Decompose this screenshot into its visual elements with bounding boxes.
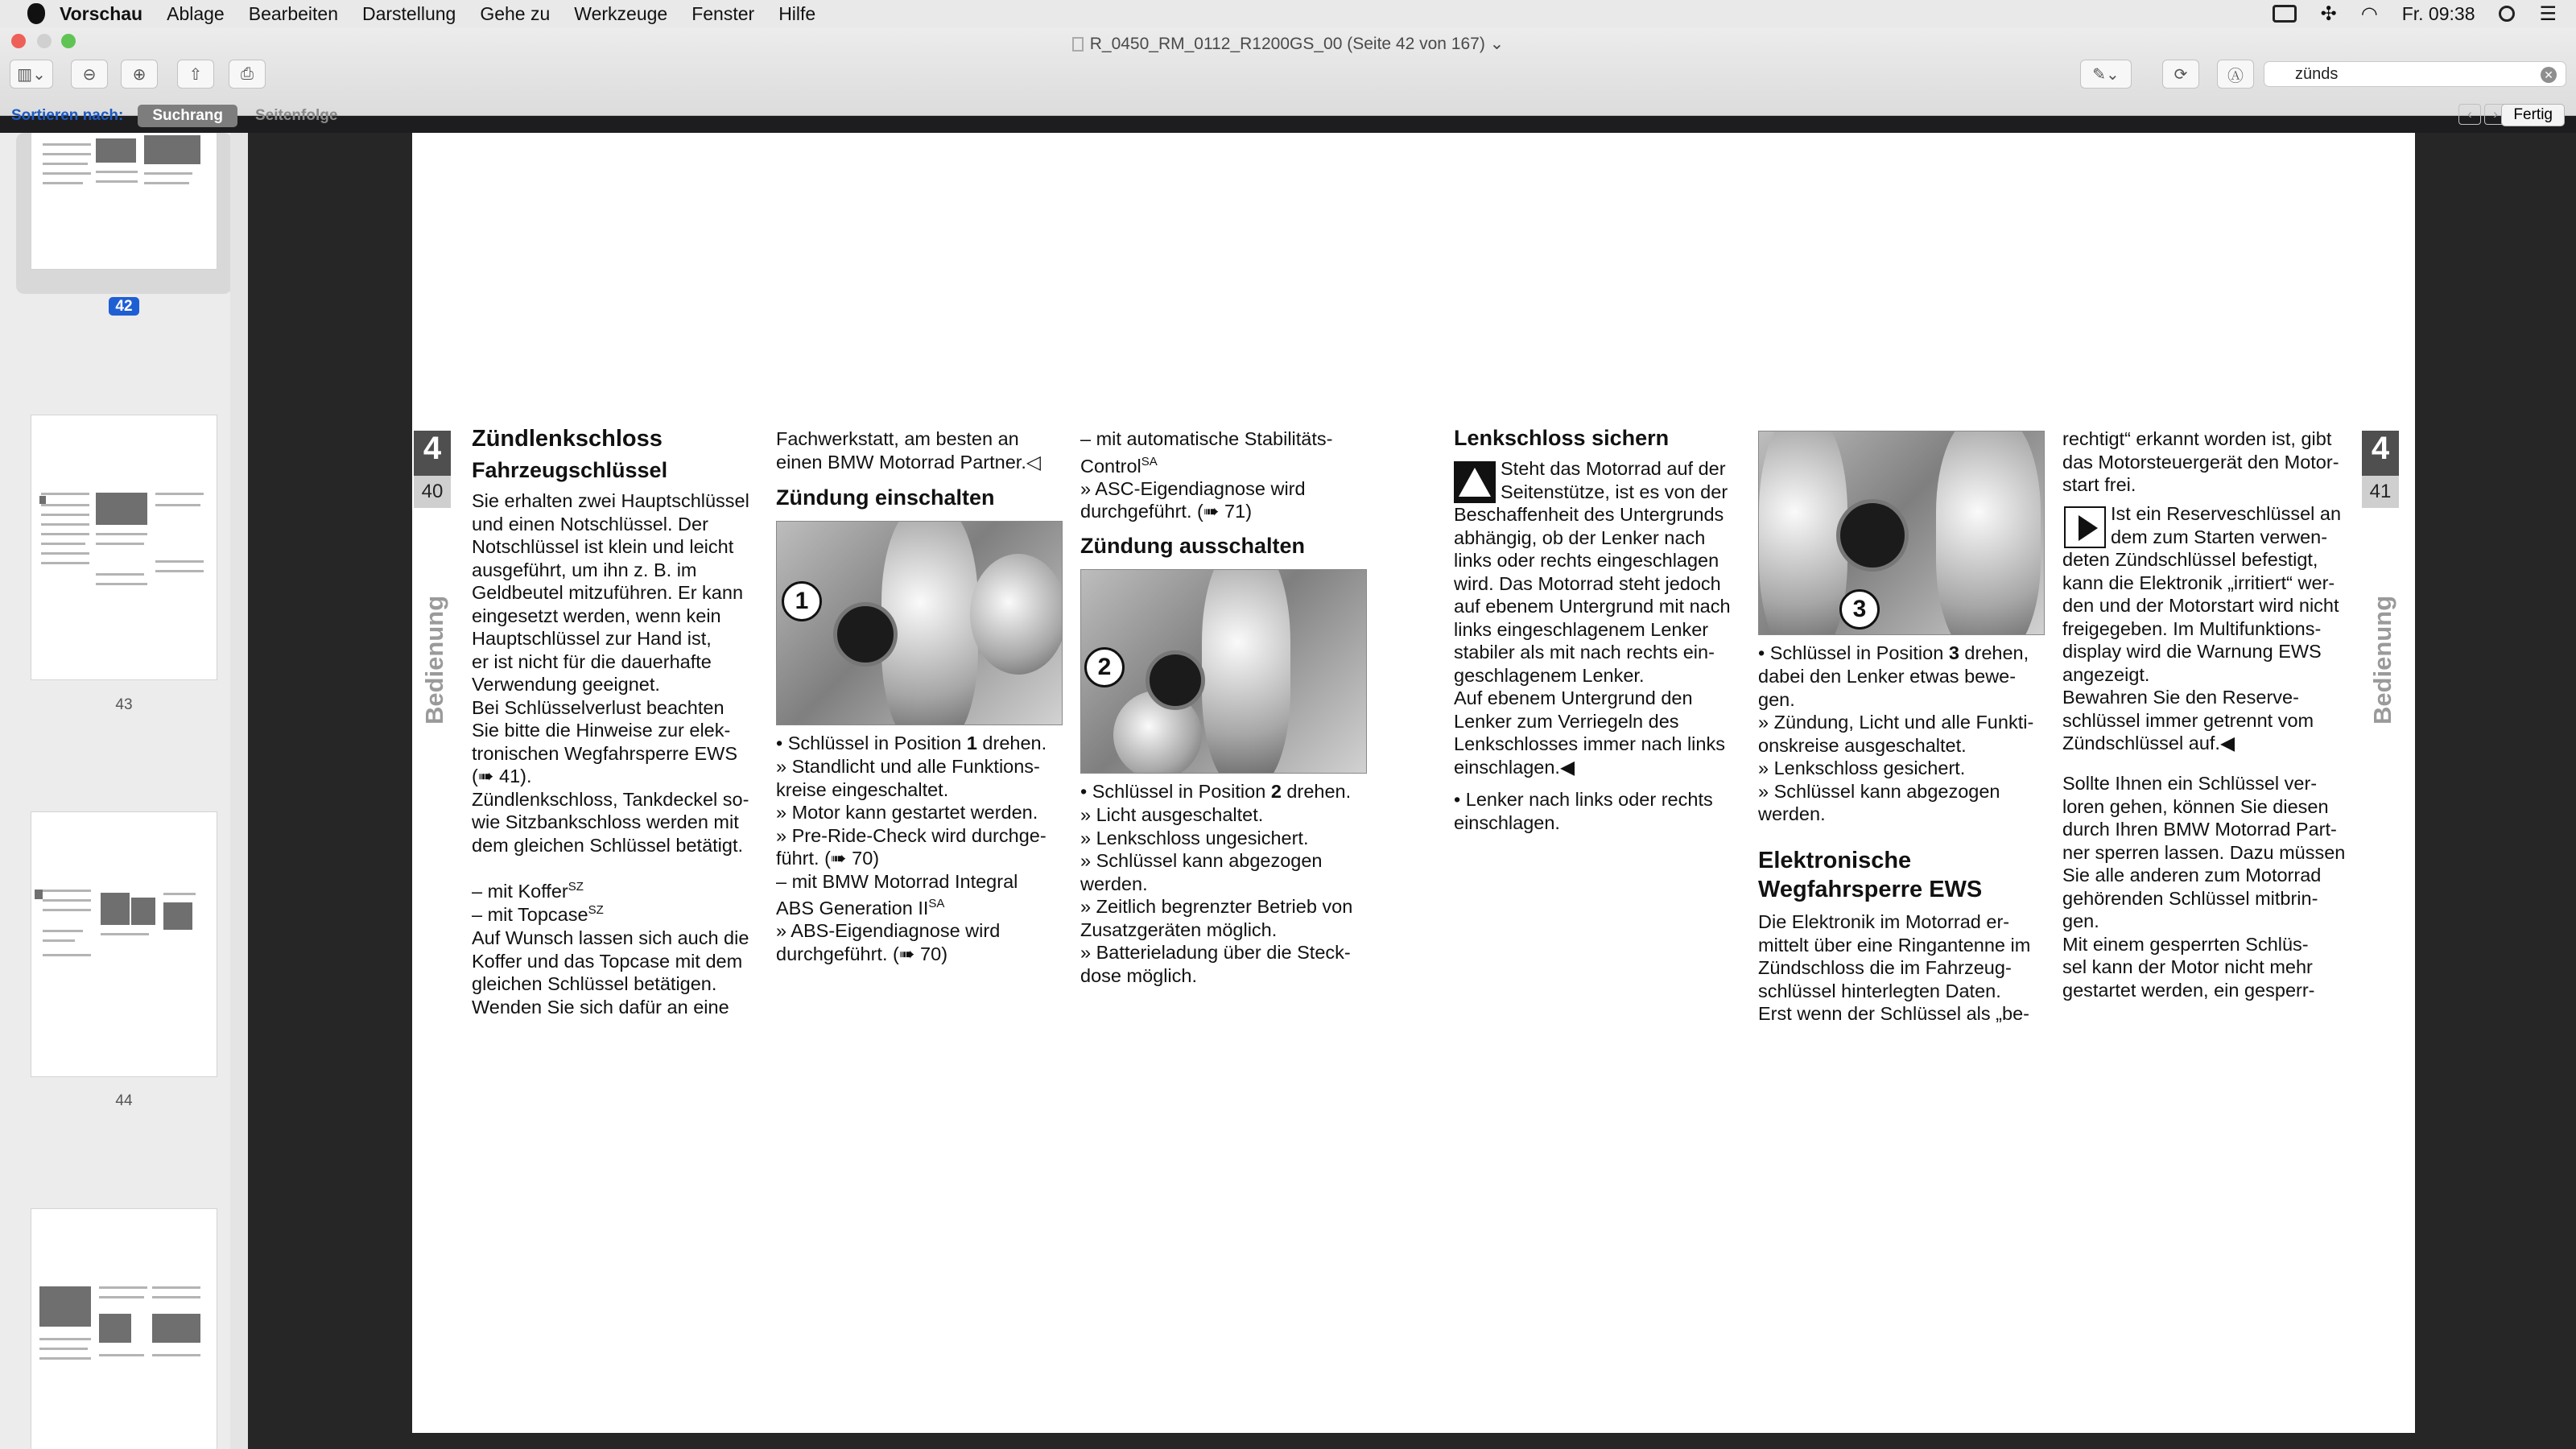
heading-fahrzeugschluessel: Fahrzeugschlüssel [472, 458, 668, 482]
search-input[interactable] [2264, 61, 2566, 87]
c5-step: • Schlüssel in Position 3 drehen, [1758, 642, 2029, 663]
sort-by-rank-button[interactable]: Suchrang [138, 105, 237, 127]
wifi-icon[interactable]: ◠ [2360, 2, 2378, 25]
pdf-document-icon [1072, 37, 1084, 52]
heading-zuendung-einschalten: Zündung einschalten [776, 485, 995, 510]
airplay-icon[interactable] [2273, 5, 2297, 23]
page-number-44: 44 [115, 1092, 133, 1109]
c6-intro: rechtigt“ erkannt worden ist, gibt das Motorsteuergerät den Motor- start frei. [2062, 428, 2339, 495]
note-icon [2064, 506, 2106, 548]
c2-intro: Fachwerkstatt, am besten an einen BMW Motorrad Partner.◁ [776, 428, 1041, 473]
c1-paragraph-2: Auf Wunsch lassen sich auch die Koffer und das Topcase mit dem gleichen Schlüssel betätigen. Wenden Sie sich dafür an eine [472, 927, 749, 1018]
annotate-button[interactable]: Ⓐ [2217, 60, 2254, 89]
page-thumbnail-44[interactable] [31, 811, 217, 1077]
sort-bar [0, 100, 2576, 132]
share-button[interactable]: ⇧ [177, 60, 214, 89]
callout-3: 3 [1839, 589, 1880, 630]
photo-ignition-position-3 [1758, 431, 2045, 635]
sort-label: Sortieren nach: [11, 107, 124, 124]
c3-step: • Schlüssel in Position 2 drehen. [1080, 781, 1352, 802]
sort-by-page-button[interactable]: Seitenfolge [255, 107, 338, 124]
markup-pen-button[interactable]: ✎⌄ [2080, 60, 2132, 89]
callout-2: 2 [1084, 647, 1125, 687]
c1-paragraph: Sie erhalten zwei Hauptschlüssel und einen Notschlüssel. Der Notschlüssel ist klein und leicht ausgeführt, um ihn z. B. im Geldbeutel mitzuführen. Er kann eingesetzt werden, wenn kein Hauptschlüssel zur Hand ist, er ist nicht für die dauerhafte Verwendung geeignet. Bei Schlüsselverlust beachten Sie bitte die Hinweise zur elek- tronischen Wegfahrsperre EWS (➠ 41). Zündlenkschloss, Tankdeckel so- wie Sitzbankschloss werden mit dem gleichen Schlüssel betätigt. [472, 490, 749, 856]
menu-bar [0, 0, 2576, 27]
c4-warning-body: Beschaffenheit des Untergrunds abhängig, ob der Lenker nach links oder rechts eingeschlagen wird. Das Motorrad steht jedoch auf ebenem Untergrund mit nach links eingeschlagenem Lenker stabiler als mit nach rechts ein- geschlagenem Lenker. Auf ebenem Untergrund den Lenker zum Verriegeln des Lenkschlosses immer nach links einschlagen.◀ [1454, 504, 1731, 778]
spotlight-icon[interactable] [2499, 6, 2515, 22]
next-result-button[interactable]: › [2484, 104, 2507, 125]
sidebar-scrollbar[interactable] [230, 133, 248, 1449]
c4-warning-first: Steht das Motorrad auf der Seitenstütze, ist es von der [1501, 458, 1728, 502]
chapter-tab-right: 4 [2362, 431, 2399, 476]
warning-icon [1454, 461, 1496, 503]
clear-search-icon[interactable]: ✕ [2541, 67, 2557, 83]
page-thumbnail-45[interactable] [31, 1208, 217, 1449]
chapter-tab-left: 4 [414, 431, 451, 476]
window-title: R_0450_RM_0112_R1200GS_00 (Seite 42 von 167) ⌄ [0, 34, 2576, 54]
page-number-right: 41 [2362, 476, 2399, 508]
menu-app-name[interactable]: Vorschau [60, 2, 143, 24]
previous-result-button[interactable]: ‹ [2458, 104, 2481, 125]
option-topcase: – mit Topcase$^{SZ}$ [472, 903, 604, 925]
print-button[interactable]: ⎙ [229, 60, 266, 89]
page-thumbnail-43[interactable] [31, 415, 217, 680]
menu-fenster[interactable]: Fenster [691, 2, 755, 24]
zoom-out-button[interactable]: ⊖ [71, 60, 108, 89]
heading-zuendlenkschloss: Zündlenkschloss [472, 426, 663, 452]
c5-paragraph: Die Elektronik im Motorrad er- mittelt über eine Ringantenne im Zündschloss die im Fahrzeug- schlüssel hinterlegten Daten. Erst wenn der Schlüssel als „be- [1758, 911, 2031, 1024]
section-label-left: Bedienung [420, 595, 448, 724]
done-button[interactable]: Fertig [2501, 104, 2565, 126]
window-title-text: R_0450_RM_0112_R1200GS_00 (Seite 42 von 167) [1089, 35, 1485, 53]
photo-ignition-position-2 [1080, 569, 1367, 774]
page-number-left: 40 [414, 476, 451, 508]
apple-menu-icon[interactable] [27, 3, 45, 24]
option-koffer: – mit Koffer$^{SZ}$ [472, 880, 584, 902]
menu-ablage[interactable]: Ablage [167, 2, 225, 24]
heading-zuendung-ausschalten: Zündung ausschalten [1080, 534, 1306, 558]
menu-darstellung[interactable]: Darstellung [361, 2, 456, 24]
c2-step: • Schlüssel in Position 1 drehen. [776, 733, 1047, 753]
menu-werkzeuge[interactable]: Werkzeuge [574, 2, 668, 24]
c6-note-first: Ist ein Reserveschlüssel an dem zum Starten verwen- [2111, 503, 2342, 547]
c3-results: » Licht ausgeschaltet. » Lenkschloss ungesichert. » Schlüssel kann abgezogen werden. » Zeitlich begrenzter Betrieb von Zusatzgeräten möglich. » Batterieladung über die Steck- dose möglich. [1080, 804, 1353, 986]
c4-step: • Lenker nach links oder rechts einschlagen. [1454, 789, 1713, 833]
sync-icon[interactable]: ✣ [2320, 2, 2337, 25]
thumbnail-sidebar [0, 133, 248, 1449]
menu-gehe-zu[interactable]: Gehe zu [480, 2, 551, 24]
page-number-43: 43 [115, 696, 133, 713]
c6-note: deten Zündschlüssel befestigt, kann die Elektronik „irritiert“ wer- den und der Motorstart wird nicht freigegeben. Im Multifunktions- display wird die Warnung EWS angezeigt. Bewahren Sie den Reserve- schlüssel immer getrennt vom Zündschlüssel auf.◀ [2062, 549, 2339, 753]
c2-results: » Standlicht und alle Funktions- kreise eingeschaltet. » Motor kann gestartet werden. » Pre-Ride-Check wird durchge- führt. (➠ 70) – mit BMW Motorrad Integral ABS Generation $II^{SA}$ » ABS-Eigendiagnose wird durchgeführt. (➠ 70) [776, 756, 1046, 964]
section-label-right: Bedienung [2368, 595, 2396, 724]
heading-ews: Elektronische Wegfahrsperre EWS [1758, 848, 1983, 902]
menu-bearbeiten[interactable]: Bearbeiten [248, 2, 338, 24]
page-thumbnail-42[interactable] [31, 133, 217, 270]
sidebar-toggle-button[interactable]: ▥⌄ [10, 60, 53, 89]
callout-1: 1 [782, 581, 822, 621]
pdf-page-spread [412, 133, 2415, 1433]
zoom-in-button[interactable]: ⊕ [121, 60, 158, 89]
page-number-42: 42 [0, 298, 248, 316]
control-center-icon[interactable]: ☰ [2539, 2, 2557, 25]
menu-hilfe[interactable]: Hilfe [778, 2, 816, 24]
clock[interactable]: Fr. 09:38 [2401, 2, 2475, 24]
rotate-button[interactable]: ⟳ [2162, 60, 2199, 89]
photo-ignition-position-1 [776, 521, 1063, 725]
c3-intro: – mit automatische Stabilitäts- Control$^{SA}$ » ASC-Eigendiagnose wird durchgeführt. (➠ 71) [1080, 428, 1333, 522]
c5-results: dabei den Lenker etwas bewe- gen. » Zündung, Licht und alle Funkti- onskreise ausgeschaltet. » Lenkschloss gesichert. » Schlüssel kann abgezogen werden. [1758, 666, 2034, 824]
heading-lenkschloss-sichern: Lenkschloss sichern [1454, 426, 1670, 450]
c6-paragraph: Sollte Ihnen ein Schlüssel ver- loren gehen, können Sie diesen durch Ihren BMW Motorrad Part- ner sperren lassen. Dazu müssen Sie alle anderen zum Motorrad gehörenden Schlüssel mitbrin- gen. Mit einem gesperrten Schlüs- sel kann der Motor nicht mehr gestartet werden, ein gesperr- [2062, 773, 2346, 1001]
